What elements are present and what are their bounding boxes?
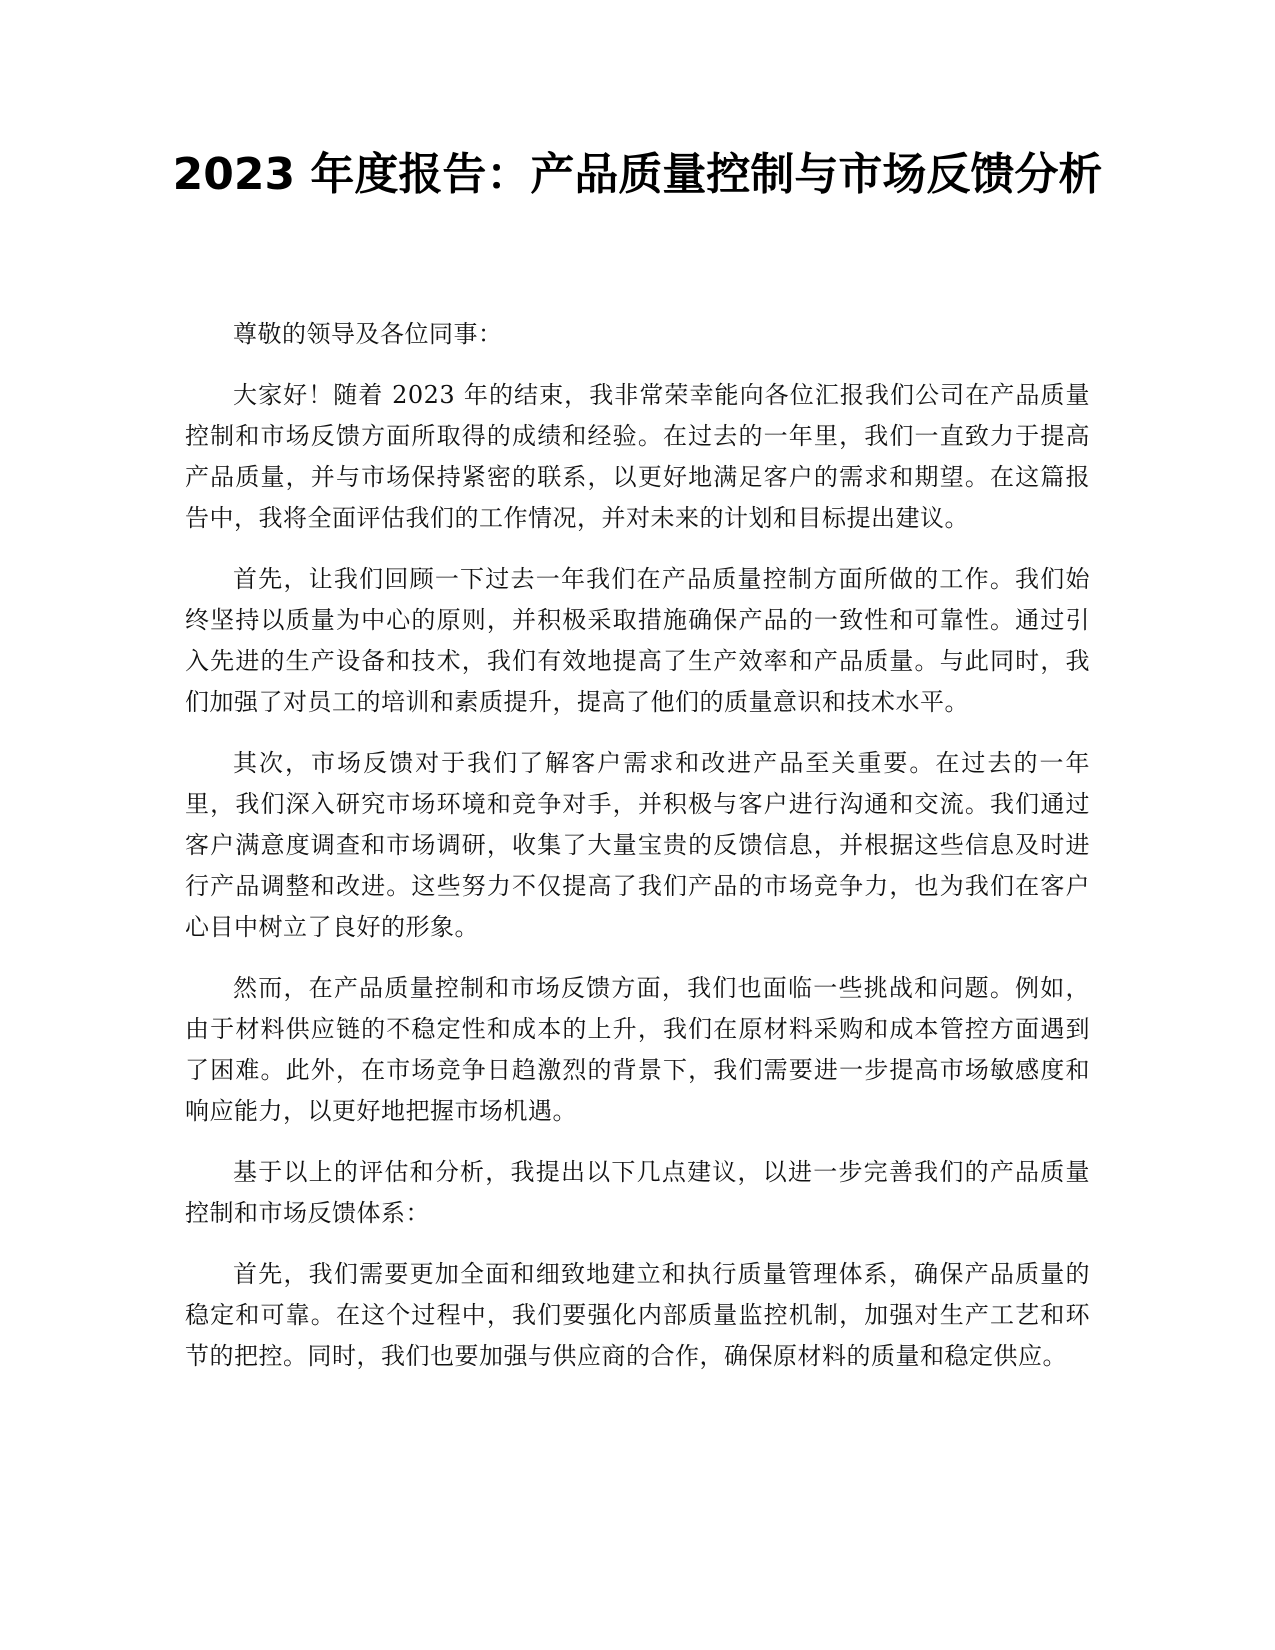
quality-control-paragraph: 首先，让我们回顾一下过去一年我们在产品质量控制方面所做的工作。我们始终坚持以质量为中心的原则，并积极采取措施确保产品的一致性和可靠性。通过引入先进的生产设备和技术，我们有效地提高了生产效率和产品质量。与此同时，我们加强了对员工的培训和素质提升，提高了他们的质量意识和技术水平。 [185,565,1090,716]
suggestions-intro-paragraph: 基于以上的评估和分析，我提出以下几点建议，以进一步完善我们的产品质量控制和市场反馈体系： [185,1158,1090,1227]
document-body [185,314,1090,1397]
challenges-paragraph: 然而，在产品质量控制和市场反馈方面，我们也面临一些挑战和问题。例如，由于材料供应链的不稳定性和成本的上升，我们在原材料采购和成本管控方面遇到了困难。此外，在市场竞争日趋激烈的背景下，我们需要进一步提高市场敏感度和响应能力，以更好地把握市场机遇。 [185,974,1090,1125]
suggestion-one-paragraph: 首先，我们需要更加全面和细致地建立和执行质量管理体系，确保产品质量的稳定和可靠。在这个过程中，我们要强化内部质量监控机制，加强对生产工艺和环节的把控。同时，我们也要加强与供应商的合作，确保原材料的质量和稳定供应。 [185,1260,1090,1370]
document-title: 2023 年度报告：产品质量控制与市场反馈分析 [172,149,1103,200]
salutation-paragraph: 尊敬的领导及各位同事： [233,320,503,348]
intro-paragraph: 大家好！随着 2023 年的结束，我非常荣幸能向各位汇报我们公司在产品质量控制和市场反馈方面所取得的成绩和经验。在过去的一年里，我们一直致力于提高产品质量，并与市场保持紧密的联系，以更好地满足客户的需求和期望。在这篇报告中，我将全面评估我们的工作情况，并对未来的计划和目标提出建议。 [185,381,1090,532]
market-feedback-paragraph: 其次，市场反馈对于我们了解客户需求和改进产品至关重要。在过去的一年里，我们深入研究市场环境和竞争对手，并积极与客户进行沟通和交流。我们通过客户满意度调查和市场调研，收集了大量宝贵的反馈信息，并根据这些信息及时进行产品调整和改进。这些努力不仅提高了我们产品的市场竞争力，也为我们在客户心目中树立了良好的形象。 [185,749,1090,941]
